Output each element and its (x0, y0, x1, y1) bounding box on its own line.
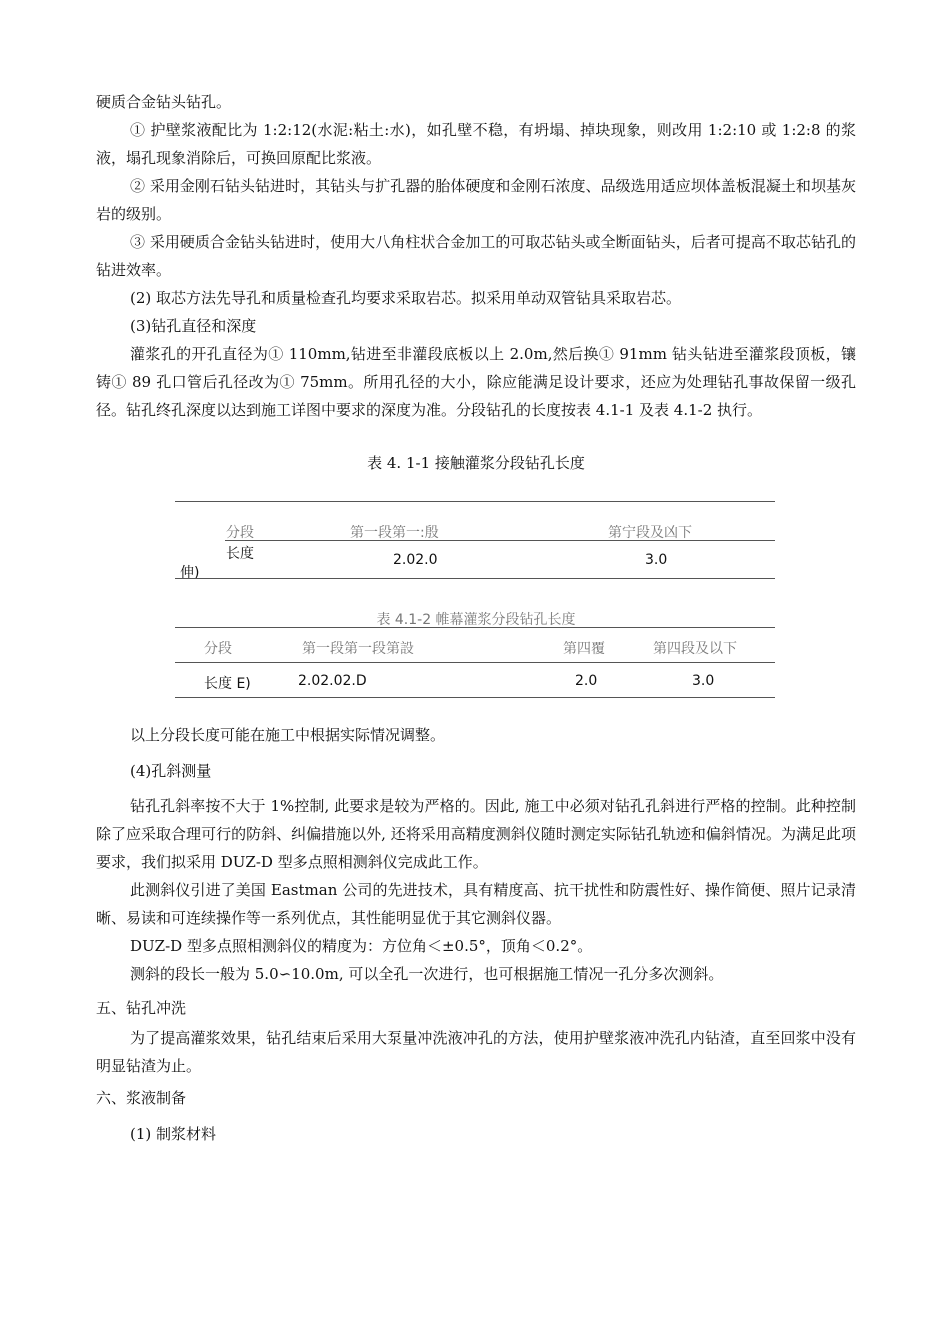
table2-header-rule (175, 662, 775, 663)
table1-header-rule (225, 540, 775, 541)
table2-top-rule (175, 627, 775, 628)
paragraph-inclinometer: 此测斜仪引进了美国 Eastman 公司的先进技术，具有精度高、抗干扰性和防震性好、操作简便、照片记录清晰、易读和可连续操作等一系列优点，其性能明显优于其它测斜仪器。 (96, 881, 856, 927)
paragraph-inclination-rate: 钻孔孔斜率按不大于 1%控制, 此要求是较为严格的。因此, 施工中必须对钻孔孔斜进行严格的控制。此种控制除了应采取合理可行的防斜、纠偏措施以外, 还将采用高精度测斜仪随时测定实际钻孔轨迹和偏斜情况。为满足此项要求，我们拟采用 DUZ-D 型多点照相测斜仪完成此工作。 (96, 797, 856, 871)
table1-header-first: 第一段第一:殷 (350, 525, 439, 541)
table2-caption: 表 4.1-2 帷幕灌浆分段钻孔长度 (376, 612, 576, 628)
table1-value-first: 2.02.0 (393, 552, 438, 568)
paragraph-slurry-ratio: ① 护壁浆液配比为 1:2:12(水泥:粘土:水)，如孔壁不稳，有坍塌、掉块现象，则改用 1:2:10 或 1:2:8 的浆液，塌孔现象消除后，可换回原配比浆液。 (96, 121, 856, 167)
paragraph-carbide-bit: ③ 采用硬质合金钻头钻进时，使用大八角柱状合金加工的可取芯钻头或全断面钻头，后者可提高不取芯钻孔的钻进效率。 (96, 233, 856, 279)
paragraph-adjustment-note: 以上分段长度可能在施工中根据实际情况调整。 (130, 726, 446, 744)
paragraph-precision: DUZ-D 型多点照相测斜仪的精度为：方位角＜±0.5°，顶角＜0.2°。 (130, 937, 593, 955)
table2-header-segment: 分段 (204, 641, 232, 657)
table1-row-label: 长度 (226, 546, 254, 562)
table2-header-fourth-below: 第四段及以下 (653, 641, 737, 657)
subheading-materials: (1) 制浆材料 (130, 1125, 217, 1143)
section-heading-slurry: 六、浆液制备 (96, 1089, 187, 1107)
table1-top-rule (175, 501, 775, 502)
table1-value-second: 3.0 (645, 552, 668, 568)
subheading-inclination: (4)孔斜测量 (130, 762, 212, 780)
table1-header-segment: 分段 (226, 525, 254, 541)
section-heading-flushing: 五、钻孔冲洗 (96, 999, 187, 1017)
table1-caption: 表 4. 1-1 接触灌浆分段钻孔长度 (367, 454, 585, 472)
table1-header-second: 第宁段及凶下 (608, 525, 692, 541)
table2-header-first: 第一段第一段第設 (302, 641, 414, 657)
table2-bottom-rule (175, 697, 775, 698)
table2-value-fourth-below: 3.0 (692, 673, 715, 689)
table1-bottom-rule (175, 578, 775, 579)
paragraph-measure-length: 测斜的段长一般为 5.0∽10.0m, 可以全孔一次进行，也可根据施工情况一孔分多次测斜。 (130, 965, 724, 983)
paragraph-coring-method: (2) 取芯方法先导孔和质量检查孔均要求采取岩芯。拟采用单动双管钻具采取岩芯。 (130, 289, 682, 307)
table2-value-fourth: 2.0 (575, 673, 598, 689)
paragraph-diamond-bit: ② 采用金刚石钻头钻进时，其钻头与扩孔器的胎体硬度和金刚石浓度、品级选用适应坝体盖板混凝土和坝基灰岩的级别。 (96, 177, 856, 223)
table2-row-label: 长度 E) (204, 676, 251, 692)
subheading-diameter-depth: (3)钻孔直径和深度 (130, 317, 257, 335)
table2-value-first: 2.02.02.D (298, 673, 367, 689)
paragraph-drilling-intro: 硬质合金钻头钻孔。 (96, 93, 232, 111)
table1-row-unit: 伸) (180, 565, 200, 581)
paragraph-flushing: 为了提高灌浆效果，钻孔结束后采用大泵量冲洗液冲孔的方法，使用护壁浆液冲洗孔内钻渣，直至回浆中没有明显钻渣为止。 (96, 1029, 856, 1075)
paragraph-hole-diameter: 灌浆孔的开孔直径为① 110mm,钻进至非灌段底板以上 2.0m,然后换① 91mm 钻头钻进至灌浆段顶板，镶铸① 89 孔口管后孔径改为① 75mm。所用孔径的大小，除应能满足设计要求，还应为处理钻孔事故保留一级孔径。钻孔终孔深度以达到施工详图中要求的深度为准。分段钻孔的长度按表 4.1-1 及表 4.1-2 执行。 (96, 345, 856, 419)
table2-header-fourth: 第四覆 (563, 641, 605, 657)
